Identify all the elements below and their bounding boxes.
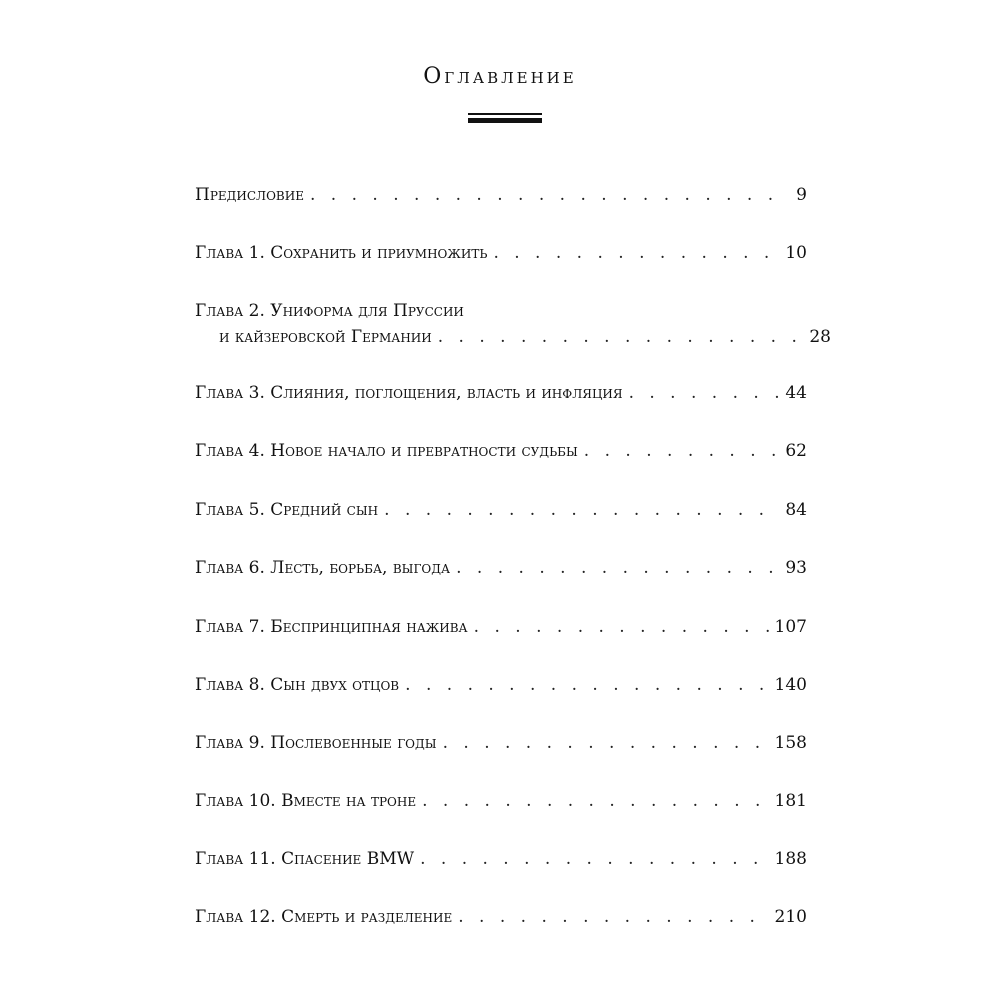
toc-entry-label: Глава 7. Беспринципная нажива [195, 617, 468, 637]
toc-entry-page: 10 [785, 243, 807, 263]
toc-entry-label: Глава 8. Сын двух отцов [195, 675, 400, 695]
toc-entry-label: Глава 10. Вместе на троне [195, 791, 417, 811]
toc-entry-page: 44 [785, 383, 807, 403]
toc-entry-chapter-1 [195, 240, 807, 266]
dot-leader [456, 555, 779, 581]
toc-entry-chapter-11 [195, 846, 807, 872]
toc-entry-label: Глава 4. Новое начало и превратности судьбы [195, 441, 578, 461]
toc-entry-label: Глава 1. Сохранить и приумножить [195, 243, 488, 263]
toc-entry-page: 107 [774, 617, 807, 637]
toc-entry-page: 93 [785, 558, 807, 578]
dot-leader [420, 846, 768, 872]
dot-leader [493, 240, 779, 266]
dot-leader [584, 438, 780, 464]
dot-leader [474, 614, 769, 640]
toc-entry-label: Глава 3. Слияния, поглощения, власть и инфляция [195, 383, 623, 403]
toc-entry-page: 210 [774, 907, 807, 927]
toc-entry-preface [195, 182, 807, 208]
toc-entry-label-line1: Глава 2. Униформа для Пруссии [195, 301, 464, 321]
toc-entry-chapter-2 [195, 298, 831, 350]
dot-leader [438, 324, 804, 350]
dot-leader [629, 380, 780, 406]
toc-entry-label: Глава 9. Послевоенные годы [195, 733, 437, 753]
title-rule-thick [468, 118, 542, 123]
toc-entry-chapter-3 [195, 380, 807, 406]
toc-entry-page: 158 [774, 733, 807, 753]
toc-entry-chapter-7 [195, 614, 807, 640]
dot-leader [405, 672, 768, 698]
toc-entry-label: Предисловие [195, 185, 304, 205]
toc-entry-label: Глава 11. Спасение BMW [195, 849, 415, 869]
dot-leader [443, 730, 769, 756]
toc-entry-chapter-6 [195, 555, 807, 581]
toc-entry-page: 181 [774, 791, 807, 811]
dot-leader [458, 904, 768, 930]
toc-entry-chapter-4 [195, 438, 807, 464]
dot-leader [422, 788, 768, 814]
toc-entry-label: Глава 5. Средний сын [195, 500, 379, 520]
toc-entry-page: 28 [809, 327, 831, 347]
toc-entry-chapter-5 [195, 497, 807, 523]
toc-entry-chapter-8 [195, 672, 807, 698]
toc-entry-page: 188 [774, 849, 807, 869]
toc-entry-page: 9 [796, 185, 807, 205]
toc-entry-label-line2: и кайзеровской Германии [219, 327, 432, 347]
toc-entry-label: Глава 12. Смерть и разделение [195, 907, 453, 927]
toc-entry-page: 62 [785, 441, 807, 461]
dot-leader [310, 182, 790, 208]
toc-entry-page: 140 [774, 675, 807, 695]
page-title: Оглавление [423, 64, 577, 89]
toc-entry-chapter-9 [195, 730, 807, 756]
toc-entry-page: 84 [785, 500, 807, 520]
toc-entry-label: Глава 6. Лесть, борьба, выгода [195, 558, 451, 578]
toc-entry-chapter-10 [195, 788, 807, 814]
dot-leader [384, 497, 779, 523]
toc-entry-chapter-12 [195, 904, 807, 930]
title-rule-thin [468, 113, 542, 115]
